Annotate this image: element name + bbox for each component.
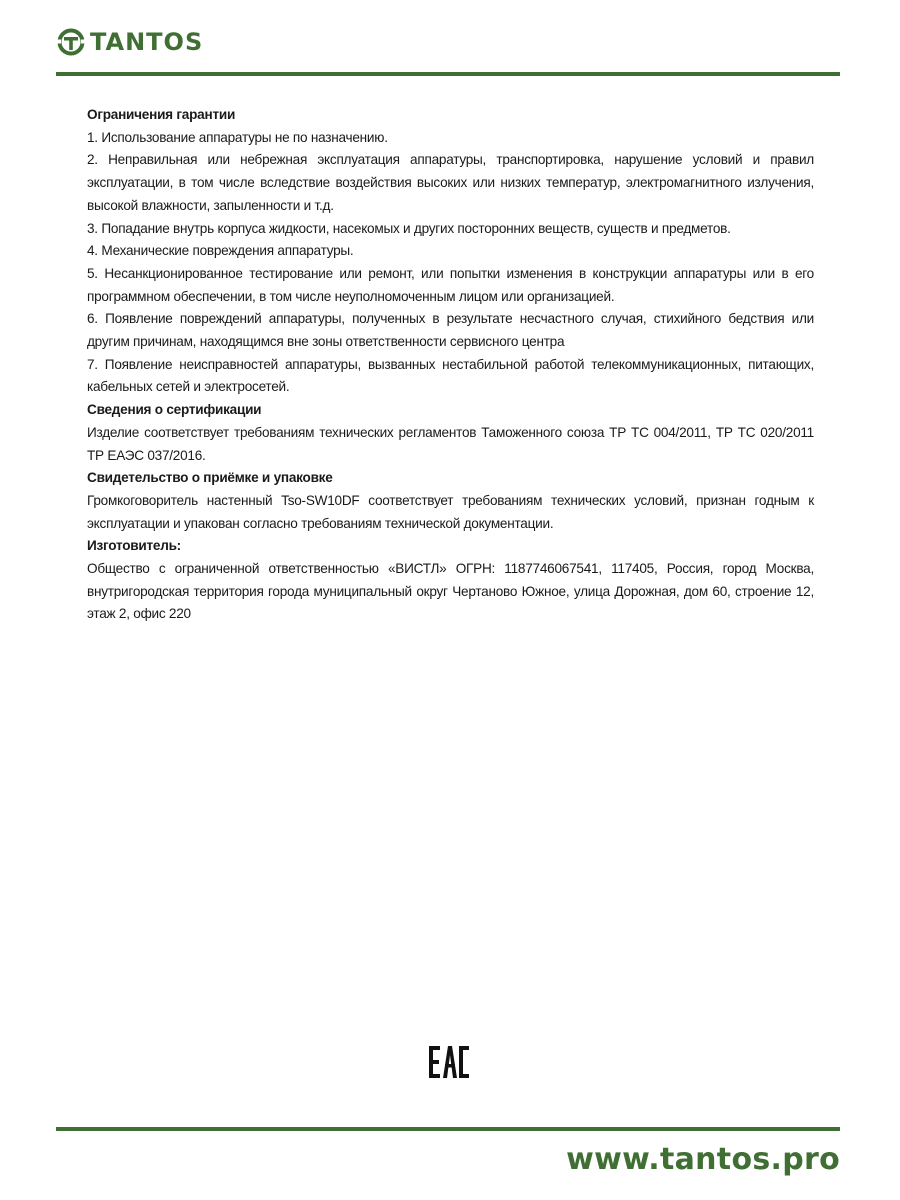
certification-heading: Сведения о сертификации [87,402,262,418]
warranty-item: 6. Появление повреждений аппаратуры, полученных в результате несчастного случая, стихийного бедствия или другим причинам, находящимся вне зоны ответственности сервисного центра [87,311,814,350]
tantos-logo-icon [56,27,86,57]
header-divider [56,72,840,76]
website-link[interactable]: www.tantos.pro [566,1142,840,1177]
manufacturer-text: Общество с ограниченной ответственностью «ВИСТЛ» ОГРН: 1187746067541, 117405, Россия, город Москва, внутригородская территория города муниципальный округ Чертаново Южное, улица Дорожная, дом 60, строение 12, этаж 2, офис 220 [87,561,814,622]
warranty-item: 5. Несанкционированное тестирование или ремонт, или попытки изменения в конструкции аппаратуры или в его программном обеспечении, в том числе неуполномоченным лицом или организацией. [87,265,814,304]
manufacturer-heading: Изготовитель: [87,538,181,554]
warranty-item: 2. Неправильная или небрежная эксплуатация аппаратуры, транспортировка, нарушение условий и правил эксплуатации, в том числе вследствие воздействия высоких или низких температур, электромагнитного излучения, высокой влажности, запыленности и т.д. [87,152,814,213]
warranty-item: 1. Использование аппаратуры не по назначению. [87,129,388,145]
footer-divider [56,1127,840,1131]
acceptance-heading: Свидетельство о приёмке и упаковке [87,470,333,486]
eac-mark [428,1045,470,1084]
eac-mark-icon [428,1045,470,1079]
brand-logo [56,27,203,57]
warranty-item: 4. Механические повреждения аппаратуры. [87,243,354,259]
document-body [87,104,814,626]
warranty-item: 7. Появление неисправностей аппаратуры, вызванных нестабильной работой телекоммуникационных, питающих, кабельных сетей и электросетей. [87,356,814,395]
page-header [0,0,900,80]
warranty-item: 3. Попадание внутрь корпуса жидкости, насекомых и других посторонних веществ, существ и предметов. [87,220,731,236]
brand-name: TANTOS [90,28,204,56]
certification-text: Изделие соответствует требованиям технических регламентов Таможенного союза ТР ТС 004/2011, ТР ТС 020/2011 ТР ЕАЭС 037/2016. [87,424,814,463]
acceptance-text: Громкоговоритель настенный Tso-SW10DF соответствует требованиям технических условий, признан годным к эксплуатации и упакован согласно требованиям технической документации. [87,492,814,531]
warranty-heading: Ограничения гарантии [87,107,236,122]
